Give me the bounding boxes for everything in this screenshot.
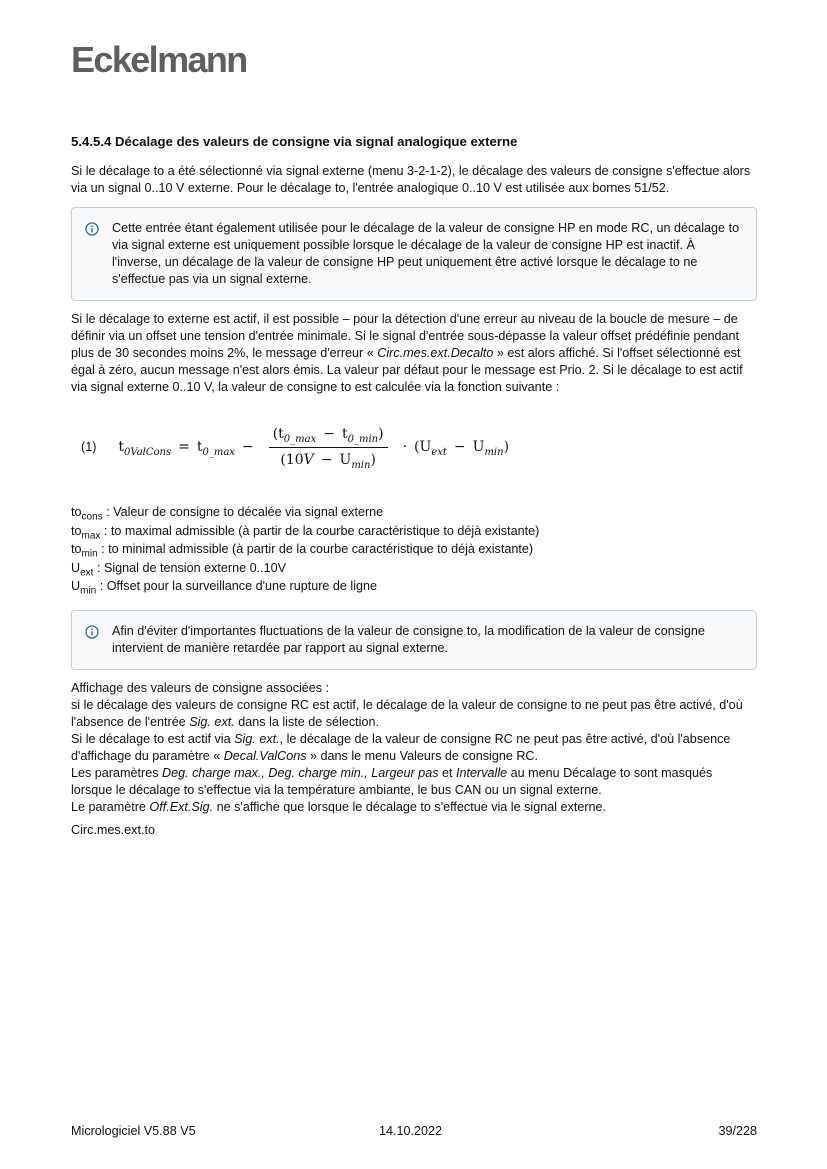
display-line: Si le décalage to est actif via Sig. ext., le décalage de la valeur de consigne RC ne peut pas être activé, d'où l'absence d'affichage du paramètre « Decal.ValCons » dans le menu Valeurs de consigne RC. <box>71 731 731 763</box>
setpoint-formula: (1) $t_{0ValCons}$ = $t_{0\_max}$ − $\frac{(t_{0\_max} - t_{0\_min})}{(10V - U_{min})}$ · $(U_{ext} - U_{min})$ <box>81 426 510 471</box>
company-logo: Eckelmann <box>71 39 247 80</box>
variable-definitions <box>71 503 757 596</box>
display-line: si le décalage des valeurs de consigne RC est actif, le décalage de la valeur de consigne to ne peut pas être activé, d'où l'absence de l'entrée Sig. ext. dans la liste de sélection. <box>71 697 743 729</box>
section-title: 5.4.5.4 Décalage des valeurs de consigne via signal analogique externe <box>71 134 518 149</box>
definition-item: $U_{min}$ : Offset pour la surveillance d'une rupture de ligne <box>71 579 378 597</box>
equation-number: (1) <box>81 440 97 454</box>
note-1-text: Cette entrée étant également utilisée pour le décalage de la valeur de consigne HP en mode RC, un décalage to via signal externe est uniquement possible lorsque le décalage de la valeur de consigne HP est inactif. À l'inverse, un décalage de la valeur de consigne HP peut uniquement être activé lorsque le décalage to ne s'effectue pas via un signal externe. <box>112 221 740 286</box>
display-line: Les paramètres Deg. charge max., Deg. charge min., Largeur pas et Intervalle au menu Décalage to sont masqués lorsque le décalage to s'effectue via la température ambiante, le bus CAN ou un signal externe. <box>71 765 713 797</box>
formula-t0max: $t_{0\_max}$ <box>196 439 235 458</box>
info-note-2 <box>71 610 757 670</box>
formula-voltage-term: $(U_{ext} - U_{min})$ <box>414 439 510 458</box>
footer-firmware: Micrologiciel V5.88 V5 <box>71 1124 196 1138</box>
footer-date: 14.10.2022 <box>379 1124 443 1138</box>
display-line: Le paramètre Off.Ext.Sig. ne s'affiche que lorsque le décalage to s'effectue via le signal externe. <box>71 799 607 814</box>
display-notes <box>71 680 757 839</box>
info-note-1 <box>71 207 757 301</box>
page-content <box>71 133 757 839</box>
definition-item: $U_{ext}$ : Signal de tension externe 0..10V <box>71 560 286 579</box>
intro-paragraph: Si le décalage to a été sélectionné via signal externe (menu 3-2-1-2), le décalage des valeurs de consigne s'effectue alors via un signal 0..10 V externe. Pour le décalage to, l'entrée analogique 0..10 V est utilisée aux bornes 51/52. <box>71 164 751 195</box>
definition-item: $to_{cons}$ : Valeur de consigne to décalée via signal externe <box>71 505 384 523</box>
formula-fraction <box>269 426 388 469</box>
error-message-name: Circ.mes.ext.Decalto <box>377 346 494 360</box>
note-2-text: Afin d'éviter d'importantes fluctuations de la valeur de consigne to, la modification de la valeur de consigne intervient de manière retardée par rapport au signal externe. <box>112 623 705 655</box>
definition-item: $to_{min}$ : to minimal admissible (à partir de la courbe caractéristique to déjà existante) <box>71 542 534 560</box>
footer-page-number: 39/228 <box>718 1124 757 1138</box>
formula-lhs: $t_{0ValCons}$ <box>118 439 172 458</box>
fraction-numerator: $(t_{0\_max} - t_{0\_min})$ <box>269 426 388 448</box>
offset-paragraph: Si le décalage to externe est actif, il est possible – pour la détection d'une erreur au niveau de la boucle de mesure – de définir via un offset une tension d'entrée minimale. Si le signal d'entrée sous-dépasse la valeur offset prédéfinie pendant plus de 30 secondes moins 2%, le message d'erreur « Circ.mes.ext.Decalto » est alors affiché. Si l'offset sélectionné est égal à zéro, aucun message n'est alors émis. La valeur par défaut pour le message est Prio. 2. Si le décalage to est actif via signal externe 0..10 V, la valeur de consigne to est calculée via la fonction suivante : <box>71 312 743 394</box>
display-heading: Affichage des valeurs de consigne associées : <box>71 680 330 695</box>
info-icon <box>85 625 99 639</box>
page-footer <box>71 1123 757 1140</box>
definition-item: $to_{max}$ : to maximal admissible (à partir de la courbe caractéristique to déjà existante) <box>71 523 540 542</box>
fraction-denominator: $(10V - U_{min})$ <box>280 452 376 471</box>
message-name: Circ.mes.ext.to <box>71 822 155 837</box>
info-icon <box>85 222 99 236</box>
